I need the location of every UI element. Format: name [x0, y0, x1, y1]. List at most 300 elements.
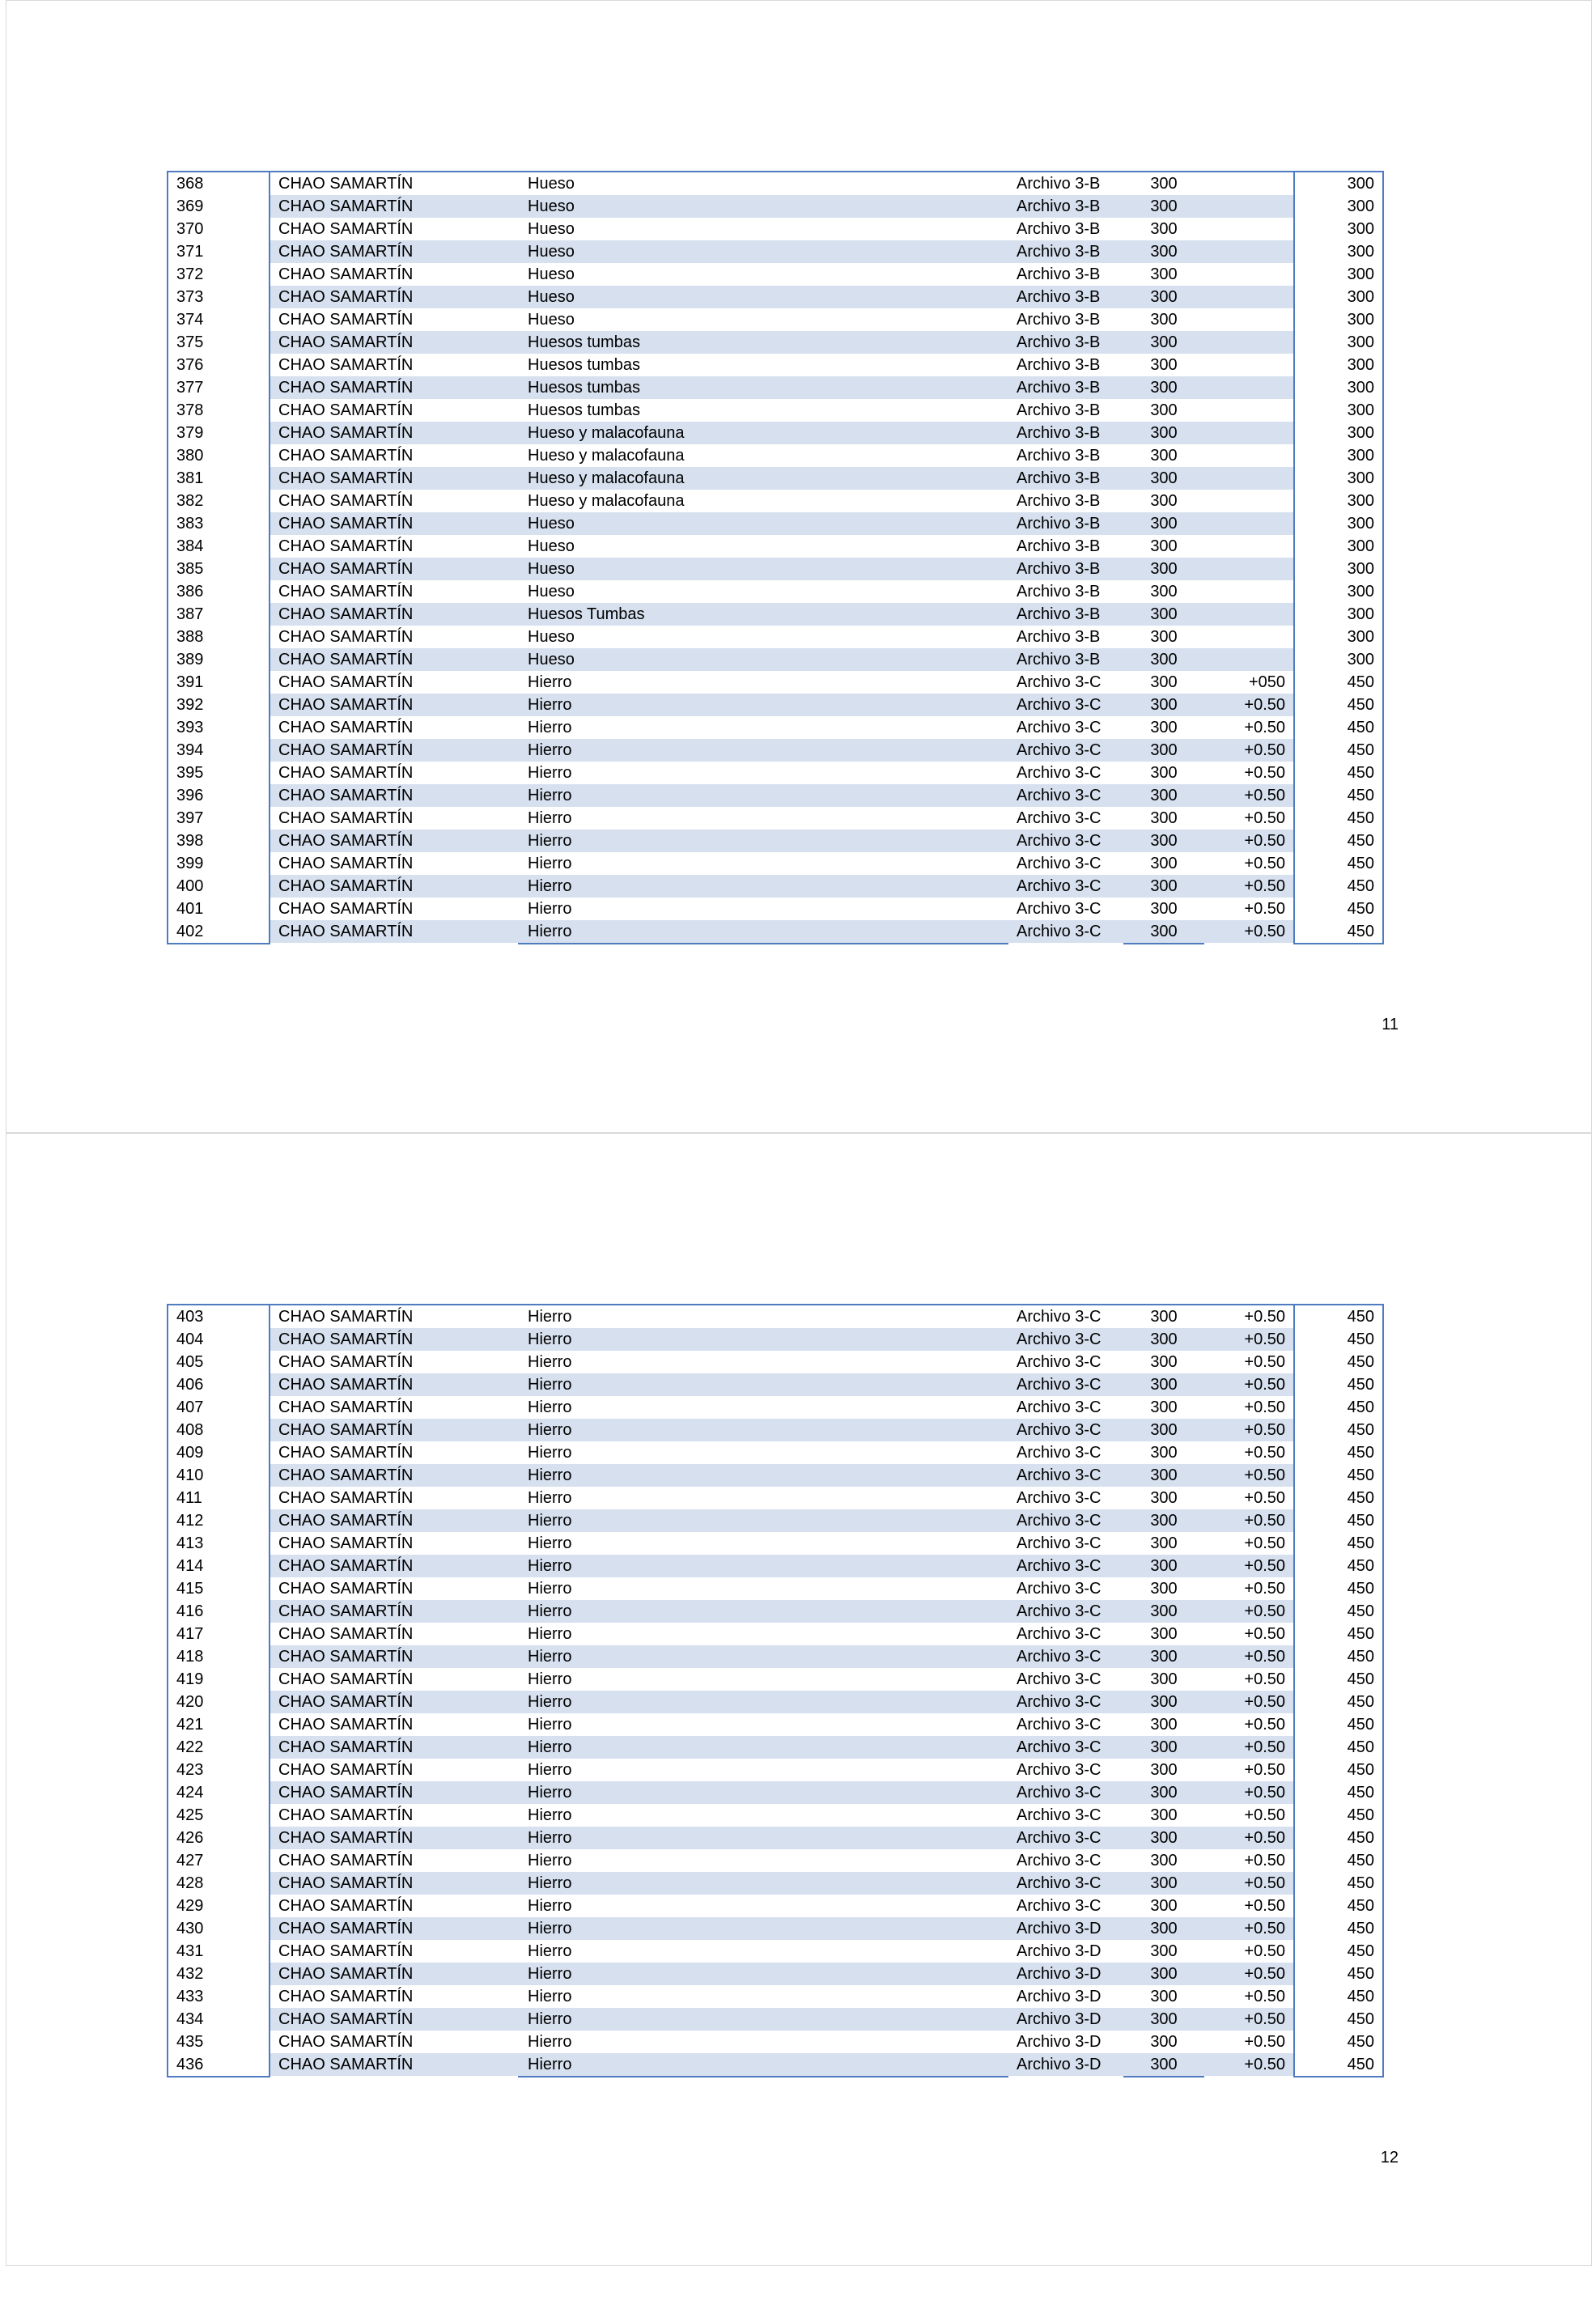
row-number-cell: 411 [167, 1487, 269, 1509]
base-value-cell: 300 [1123, 648, 1204, 671]
archive-cell: Archivo 3-B [1007, 558, 1123, 580]
row-number-cell: 429 [167, 1895, 269, 1917]
row-number-cell: 392 [167, 694, 269, 716]
row-number-cell: 422 [167, 1736, 269, 1759]
table-row [167, 784, 1384, 807]
table-row [167, 535, 1384, 558]
material-cell: Hueso [518, 558, 1007, 580]
site-cell: CHAO SAMARTÍN [278, 855, 414, 872]
table-row [167, 1419, 1384, 1441]
material-cell: Hueso [528, 583, 575, 601]
archive-cell: Archivo 3-B [1017, 537, 1101, 555]
archive-cell: Archivo 3-D [1007, 2053, 1123, 2076]
total-cell: 300 [1295, 580, 1384, 603]
total-cell: 300 [1295, 354, 1384, 376]
material-cell: Hierro [528, 1897, 572, 1915]
site-cell: CHAO SAMARTÍN [269, 558, 518, 580]
base-value-cell: 300 [1150, 265, 1178, 283]
base-value-cell: 300 [1123, 286, 1204, 308]
material-cell: Hueso [518, 240, 1007, 263]
adjustment-cell: +0.50 [1204, 1464, 1295, 1487]
table-row [167, 1849, 1384, 1872]
row-number-cell: 393 [167, 716, 269, 739]
material-cell: Hierro [518, 1419, 1007, 1441]
base-value-cell: 300 [1123, 1328, 1204, 1351]
row-number-cell: 434 [167, 2008, 269, 2031]
row-number-cell: 428 [167, 1872, 269, 1895]
total-cell: 450 [1295, 716, 1384, 739]
table-row [167, 172, 1384, 195]
row-number-cell: 404 [167, 1328, 269, 1351]
archive-cell: Archivo 3-B [1017, 311, 1101, 329]
adjustment-cell [1204, 218, 1295, 240]
base-value-cell: 300 [1150, 1444, 1178, 1462]
adjustment-cell [1204, 444, 1295, 467]
adjustment-cell: +0.50 [1244, 2033, 1285, 2051]
material-cell: Hierro [518, 1827, 1007, 1849]
total-cell: 300 [1295, 535, 1384, 558]
base-value-cell: 300 [1150, 855, 1178, 872]
base-value-cell: 300 [1123, 2008, 1204, 2031]
total-cell: 450 [1295, 1328, 1384, 1351]
total-cell: 300 [1295, 308, 1384, 331]
material-cell: Hierro [518, 694, 1007, 716]
total-cell: 450 [1295, 1713, 1384, 1736]
base-value-cell: 300 [1123, 558, 1204, 580]
row-number-cell: 431 [167, 1940, 269, 1963]
archive-cell: Archivo 3-C [1017, 1444, 1101, 1462]
table-row [167, 807, 1384, 830]
row-number-cell: 397 [167, 807, 269, 830]
adjustment-cell [1204, 376, 1295, 399]
table-row [167, 376, 1384, 399]
site-cell: CHAO SAMARTÍN [278, 311, 414, 329]
site-cell: CHAO SAMARTÍN [278, 900, 414, 918]
site-cell: CHAO SAMARTÍN [269, 648, 518, 671]
material-cell: Hueso y malacofauna [518, 422, 1007, 444]
material-cell: Hierro [528, 1489, 572, 1507]
table-row [167, 308, 1384, 331]
row-number-cell: 433 [167, 1985, 269, 2008]
material-cell: Hierro [528, 1398, 572, 1416]
base-value-cell: 300 [1150, 1806, 1178, 1824]
total-cell: 450 [1295, 1623, 1384, 1645]
total-cell: 450 [1295, 1441, 1384, 1464]
site-cell: CHAO SAMARTÍN [269, 830, 518, 852]
material-cell: Hierro [528, 1761, 572, 1779]
site-cell: CHAO SAMARTÍN [278, 628, 414, 646]
adjustment-cell [1204, 263, 1295, 286]
table-row [167, 1532, 1384, 1555]
base-value-cell: 300 [1150, 356, 1178, 374]
archive-cell: Archivo 3-C [1007, 1600, 1123, 1623]
adjustment-cell: +0.50 [1204, 1328, 1295, 1351]
base-value-cell: 300 [1123, 784, 1204, 807]
row-number-cell: 424 [167, 1781, 269, 1804]
material-cell: Hueso [518, 286, 1007, 308]
site-cell: CHAO SAMARTÍN [278, 1444, 414, 1462]
material-cell: Hierro [518, 1509, 1007, 1532]
row-number-cell: 405 [167, 1351, 269, 1373]
site-cell: CHAO SAMARTÍN [278, 356, 414, 374]
table-row [167, 694, 1384, 716]
adjustment-cell: +0.50 [1244, 1625, 1285, 1643]
archive-cell: Archivo 3-D [1017, 1942, 1101, 1960]
material-cell: Hierro [528, 1942, 572, 1960]
archive-cell: Archivo 3-B [1007, 240, 1123, 263]
base-value-cell: 300 [1123, 1645, 1204, 1668]
archive-cell: Archivo 3-C [1007, 1328, 1123, 1351]
row-number-cell: 368 [167, 172, 269, 195]
adjustment-cell: +0.50 [1244, 1489, 1285, 1507]
material-cell: Hierro [528, 900, 572, 918]
total-cell: 450 [1295, 920, 1384, 943]
total-cell: 300 [1295, 263, 1384, 286]
row-number-cell: 382 [167, 490, 269, 512]
total-cell: 450 [1295, 2008, 1384, 2031]
table-row [167, 1895, 1384, 1917]
table-row [167, 1963, 1384, 1985]
adjustment-cell [1204, 195, 1295, 218]
document-page [6, 0, 1592, 1133]
archive-cell: Archivo 3-B [1017, 492, 1101, 510]
row-number-cell: 375 [167, 331, 269, 354]
row-number-cell: 369 [167, 195, 269, 218]
archive-cell: Archivo 3-C [1017, 719, 1101, 736]
archive-cell: Archivo 3-C [1017, 1353, 1101, 1371]
adjustment-cell: +0.50 [1204, 1419, 1295, 1441]
table-row [167, 1917, 1384, 1940]
table-row [167, 195, 1384, 218]
material-cell: Hueso [518, 195, 1007, 218]
table-row [167, 830, 1384, 852]
material-cell: Hierro [528, 1806, 572, 1824]
base-value-cell: 300 [1123, 1827, 1204, 1849]
material-cell: Hierro [518, 1555, 1007, 1577]
table-row [167, 739, 1384, 762]
total-cell: 450 [1295, 762, 1384, 784]
site-cell: CHAO SAMARTÍN [278, 1897, 414, 1915]
total-cell: 450 [1295, 1487, 1384, 1509]
archive-cell: Archivo 3-C [1007, 1781, 1123, 1804]
total-cell: 300 [1295, 286, 1384, 308]
material-cell: Hierro [518, 1373, 1007, 1396]
archive-cell: Archivo 3-B [1017, 175, 1101, 193]
table-border [518, 2076, 1008, 2077]
total-cell: 300 [1295, 558, 1384, 580]
site-cell: CHAO SAMARTÍN [278, 809, 414, 827]
material-cell: Hueso [528, 537, 575, 555]
site-cell: CHAO SAMARTÍN [269, 2008, 518, 2031]
row-number-cell: 383 [167, 512, 269, 535]
table-row [167, 716, 1384, 739]
row-number-cell: 401 [167, 898, 269, 920]
site-cell: CHAO SAMARTÍN [269, 1464, 518, 1487]
base-value-cell: 300 [1150, 537, 1178, 555]
material-cell: Hierro [518, 2008, 1007, 2031]
archive-cell: Archivo 3-C [1017, 1761, 1101, 1779]
page-number: 11 [1382, 1016, 1399, 1033]
row-number-cell: 385 [167, 558, 269, 580]
total-cell: 300 [1295, 399, 1384, 422]
base-value-cell: 300 [1150, 719, 1178, 736]
material-cell: Hierro [518, 830, 1007, 852]
base-value-cell: 300 [1123, 1555, 1204, 1577]
row-number-cell: 435 [167, 2031, 269, 2053]
site-cell: CHAO SAMARTÍN [269, 1645, 518, 1668]
material-cell: Huesos tumbas [528, 356, 640, 374]
row-number-cell: 408 [167, 1419, 269, 1441]
row-number-cell: 391 [167, 671, 269, 694]
site-cell: CHAO SAMARTÍN [269, 467, 518, 490]
table-row [167, 354, 1384, 376]
total-cell: 450 [1295, 1577, 1384, 1600]
material-cell: Hierro [528, 1308, 572, 1326]
base-value-cell: 300 [1123, 376, 1204, 399]
row-number-cell: 425 [167, 1804, 269, 1827]
base-value-cell: 300 [1150, 311, 1178, 329]
archive-cell: Archivo 3-B [1007, 648, 1123, 671]
table-row [167, 1781, 1384, 1804]
adjustment-cell: +0.50 [1244, 855, 1285, 872]
adjustment-cell [1204, 286, 1295, 308]
material-cell: Hierro [528, 719, 572, 736]
site-cell: CHAO SAMARTÍN [269, 1555, 518, 1577]
table-row [167, 580, 1384, 603]
base-value-cell: 300 [1150, 1353, 1178, 1371]
total-cell: 300 [1295, 603, 1384, 626]
archive-cell: Archivo 3-C [1017, 1534, 1101, 1552]
base-value-cell: 300 [1123, 467, 1204, 490]
base-value-cell: 300 [1150, 764, 1178, 782]
archive-cell: Archivo 3-C [1017, 1897, 1101, 1915]
total-cell: 300 [1295, 422, 1384, 444]
site-cell: CHAO SAMARTÍN [278, 1580, 414, 1598]
adjustment-cell: +0.50 [1244, 1716, 1285, 1734]
base-value-cell: 300 [1150, 900, 1178, 918]
table-row [167, 1351, 1384, 1373]
total-cell: 450 [1295, 830, 1384, 852]
base-value-cell: 300 [1150, 1398, 1178, 1416]
table-border [1123, 2076, 1204, 2077]
material-cell: Hierro [518, 1464, 1007, 1487]
archive-cell: Archivo 3-B [1007, 195, 1123, 218]
row-number-cell: 403 [167, 1305, 269, 1328]
row-number-cell: 436 [167, 2053, 269, 2076]
table-border [167, 171, 1384, 172]
table-row [167, 399, 1384, 422]
archive-cell: Archivo 3-C [1007, 739, 1123, 762]
material-cell: Hierro [518, 739, 1007, 762]
site-cell: CHAO SAMARTÍN [278, 764, 414, 782]
adjustment-cell: +0.50 [1244, 1534, 1285, 1552]
archive-cell: Archivo 3-C [1007, 1555, 1123, 1577]
base-value-cell: 300 [1123, 1600, 1204, 1623]
total-cell: 450 [1295, 1305, 1384, 1328]
material-cell: Huesos Tumbas [518, 603, 1007, 626]
archive-cell: Archivo 3-B [1017, 265, 1101, 283]
total-cell: 450 [1295, 739, 1384, 762]
table-row [167, 1940, 1384, 1963]
site-cell: CHAO SAMARTÍN [269, 1827, 518, 1849]
total-cell: 450 [1295, 1396, 1384, 1419]
base-value-cell: 300 [1150, 220, 1178, 238]
row-number-cell: 427 [167, 1849, 269, 1872]
row-number-cell: 389 [167, 648, 269, 671]
row-number-cell: 400 [167, 875, 269, 898]
total-cell: 450 [1295, 784, 1384, 807]
site-cell: CHAO SAMARTÍN [278, 673, 414, 691]
material-cell: Hierro [518, 1963, 1007, 1985]
adjustment-cell: +0.50 [1244, 1897, 1285, 1915]
archive-cell: Archivo 3-B [1007, 376, 1123, 399]
page-number: 12 [1380, 2149, 1399, 2167]
base-value-cell: 300 [1123, 422, 1204, 444]
adjustment-cell: +0.50 [1244, 1761, 1285, 1779]
table-row [167, 603, 1384, 626]
adjustment-cell [1204, 467, 1295, 490]
table-row [167, 920, 1384, 943]
site-cell: CHAO SAMARTÍN [269, 1691, 518, 1713]
total-cell: 300 [1295, 331, 1384, 354]
total-cell: 450 [1295, 1985, 1384, 2008]
row-number-cell: 394 [167, 739, 269, 762]
material-cell: Hierro [518, 1736, 1007, 1759]
archive-cell: Archivo 3-C [1007, 694, 1123, 716]
total-cell: 450 [1295, 1691, 1384, 1713]
material-cell: Hierro [528, 1852, 572, 1869]
total-cell: 450 [1295, 1895, 1384, 1917]
archive-cell: Archivo 3-B [1017, 356, 1101, 374]
row-number-cell: 426 [167, 1827, 269, 1849]
archive-cell: Archivo 3-C [1017, 1398, 1101, 1416]
site-cell: CHAO SAMARTÍN [278, 401, 414, 419]
total-cell: 300 [1295, 240, 1384, 263]
total-cell: 450 [1295, 807, 1384, 830]
total-cell: 450 [1295, 1872, 1384, 1895]
table-row [167, 1872, 1384, 1895]
site-cell: CHAO SAMARTÍN [278, 1716, 414, 1734]
adjustment-cell: +0.50 [1204, 1555, 1295, 1577]
adjustment-cell [1204, 648, 1295, 671]
total-cell: 450 [1295, 1736, 1384, 1759]
table-row [167, 2031, 1384, 2053]
archive-cell: Archivo 3-C [1007, 1373, 1123, 1396]
total-cell: 300 [1295, 512, 1384, 535]
material-cell: Hueso [528, 628, 575, 646]
total-cell: 450 [1295, 2053, 1384, 2076]
table-row [167, 1441, 1384, 1464]
table-row [167, 1464, 1384, 1487]
total-cell: 450 [1295, 1781, 1384, 1804]
table-row [167, 1555, 1384, 1577]
material-cell: Hierro [528, 764, 572, 782]
table-border [1123, 943, 1204, 944]
adjustment-cell: +0.50 [1204, 784, 1295, 807]
table-row [167, 1623, 1384, 1645]
site-cell: CHAO SAMARTÍN [278, 719, 414, 736]
base-value-cell: 300 [1123, 331, 1204, 354]
base-value-cell: 300 [1123, 1373, 1204, 1396]
site-cell: CHAO SAMARTÍN [269, 1373, 518, 1396]
base-value-cell: 300 [1150, 1852, 1178, 1869]
table-row [167, 490, 1384, 512]
table-row [167, 1509, 1384, 1532]
adjustment-cell [1204, 354, 1295, 376]
adjustment-cell: +0.50 [1204, 1872, 1295, 1895]
adjustment-cell: +0.50 [1204, 1645, 1295, 1668]
adjustment-cell: +0.50 [1204, 920, 1295, 943]
table-row [167, 331, 1384, 354]
material-cell: Hueso [528, 175, 575, 193]
total-cell: 300 [1295, 172, 1384, 195]
material-cell: Huesos tumbas [518, 376, 1007, 399]
archive-cell: Archivo 3-B [1007, 603, 1123, 626]
material-cell: Hierro [518, 2053, 1007, 2076]
table-row [167, 240, 1384, 263]
site-cell: CHAO SAMARTÍN [269, 1781, 518, 1804]
table-row [167, 648, 1384, 671]
base-value-cell: 300 [1150, 1988, 1178, 2005]
material-cell: Hierro [528, 673, 572, 691]
row-number-cell: 414 [167, 1555, 269, 1577]
row-number-cell: 372 [167, 263, 269, 286]
table-row [167, 852, 1384, 875]
archive-cell: Archivo 3-C [1017, 1852, 1101, 1869]
base-value-cell: 300 [1123, 1872, 1204, 1895]
base-value-cell: 300 [1150, 583, 1178, 601]
total-cell: 450 [1295, 1963, 1384, 1985]
row-number-cell: 388 [167, 626, 269, 648]
archive-cell: Archivo 3-C [1007, 1872, 1123, 1895]
adjustment-cell: +0.50 [1204, 1509, 1295, 1532]
material-cell: Hierro [518, 784, 1007, 807]
site-cell: CHAO SAMARTÍN [269, 1509, 518, 1532]
row-number-cell: 418 [167, 1645, 269, 1668]
site-cell: CHAO SAMARTÍN [269, 286, 518, 308]
table-row [167, 1645, 1384, 1668]
table-row [167, 1691, 1384, 1713]
row-number-cell: 373 [167, 286, 269, 308]
base-value-cell: 300 [1123, 195, 1204, 218]
row-number-cell: 419 [167, 1668, 269, 1691]
row-number-cell: 384 [167, 535, 269, 558]
archive-cell: Archivo 3-B [1017, 220, 1101, 238]
site-cell: CHAO SAMARTÍN [278, 1761, 414, 1779]
site-cell: CHAO SAMARTÍN [278, 537, 414, 555]
material-cell: Hierro [528, 809, 572, 827]
adjustment-cell [1204, 580, 1295, 603]
base-value-cell: 300 [1123, 2053, 1204, 2076]
table-row [167, 263, 1384, 286]
adjustment-cell [1204, 558, 1295, 580]
adjustment-cell: +0.50 [1204, 1781, 1295, 1804]
material-cell: Hierro [528, 1625, 572, 1643]
material-cell: Hierro [518, 1328, 1007, 1351]
archive-cell: Archivo 3-B [1007, 286, 1123, 308]
base-value-cell: 300 [1150, 809, 1178, 827]
base-value-cell: 300 [1150, 1716, 1178, 1734]
total-cell: 300 [1295, 218, 1384, 240]
adjustment-cell [1204, 535, 1295, 558]
site-cell: CHAO SAMARTÍN [269, 694, 518, 716]
adjustment-cell: +0.50 [1244, 1806, 1285, 1824]
material-cell: Huesos tumbas [518, 331, 1007, 354]
row-number-cell: 399 [167, 852, 269, 875]
row-number-cell: 376 [167, 354, 269, 376]
base-value-cell: 300 [1123, 603, 1204, 626]
total-cell: 450 [1295, 852, 1384, 875]
